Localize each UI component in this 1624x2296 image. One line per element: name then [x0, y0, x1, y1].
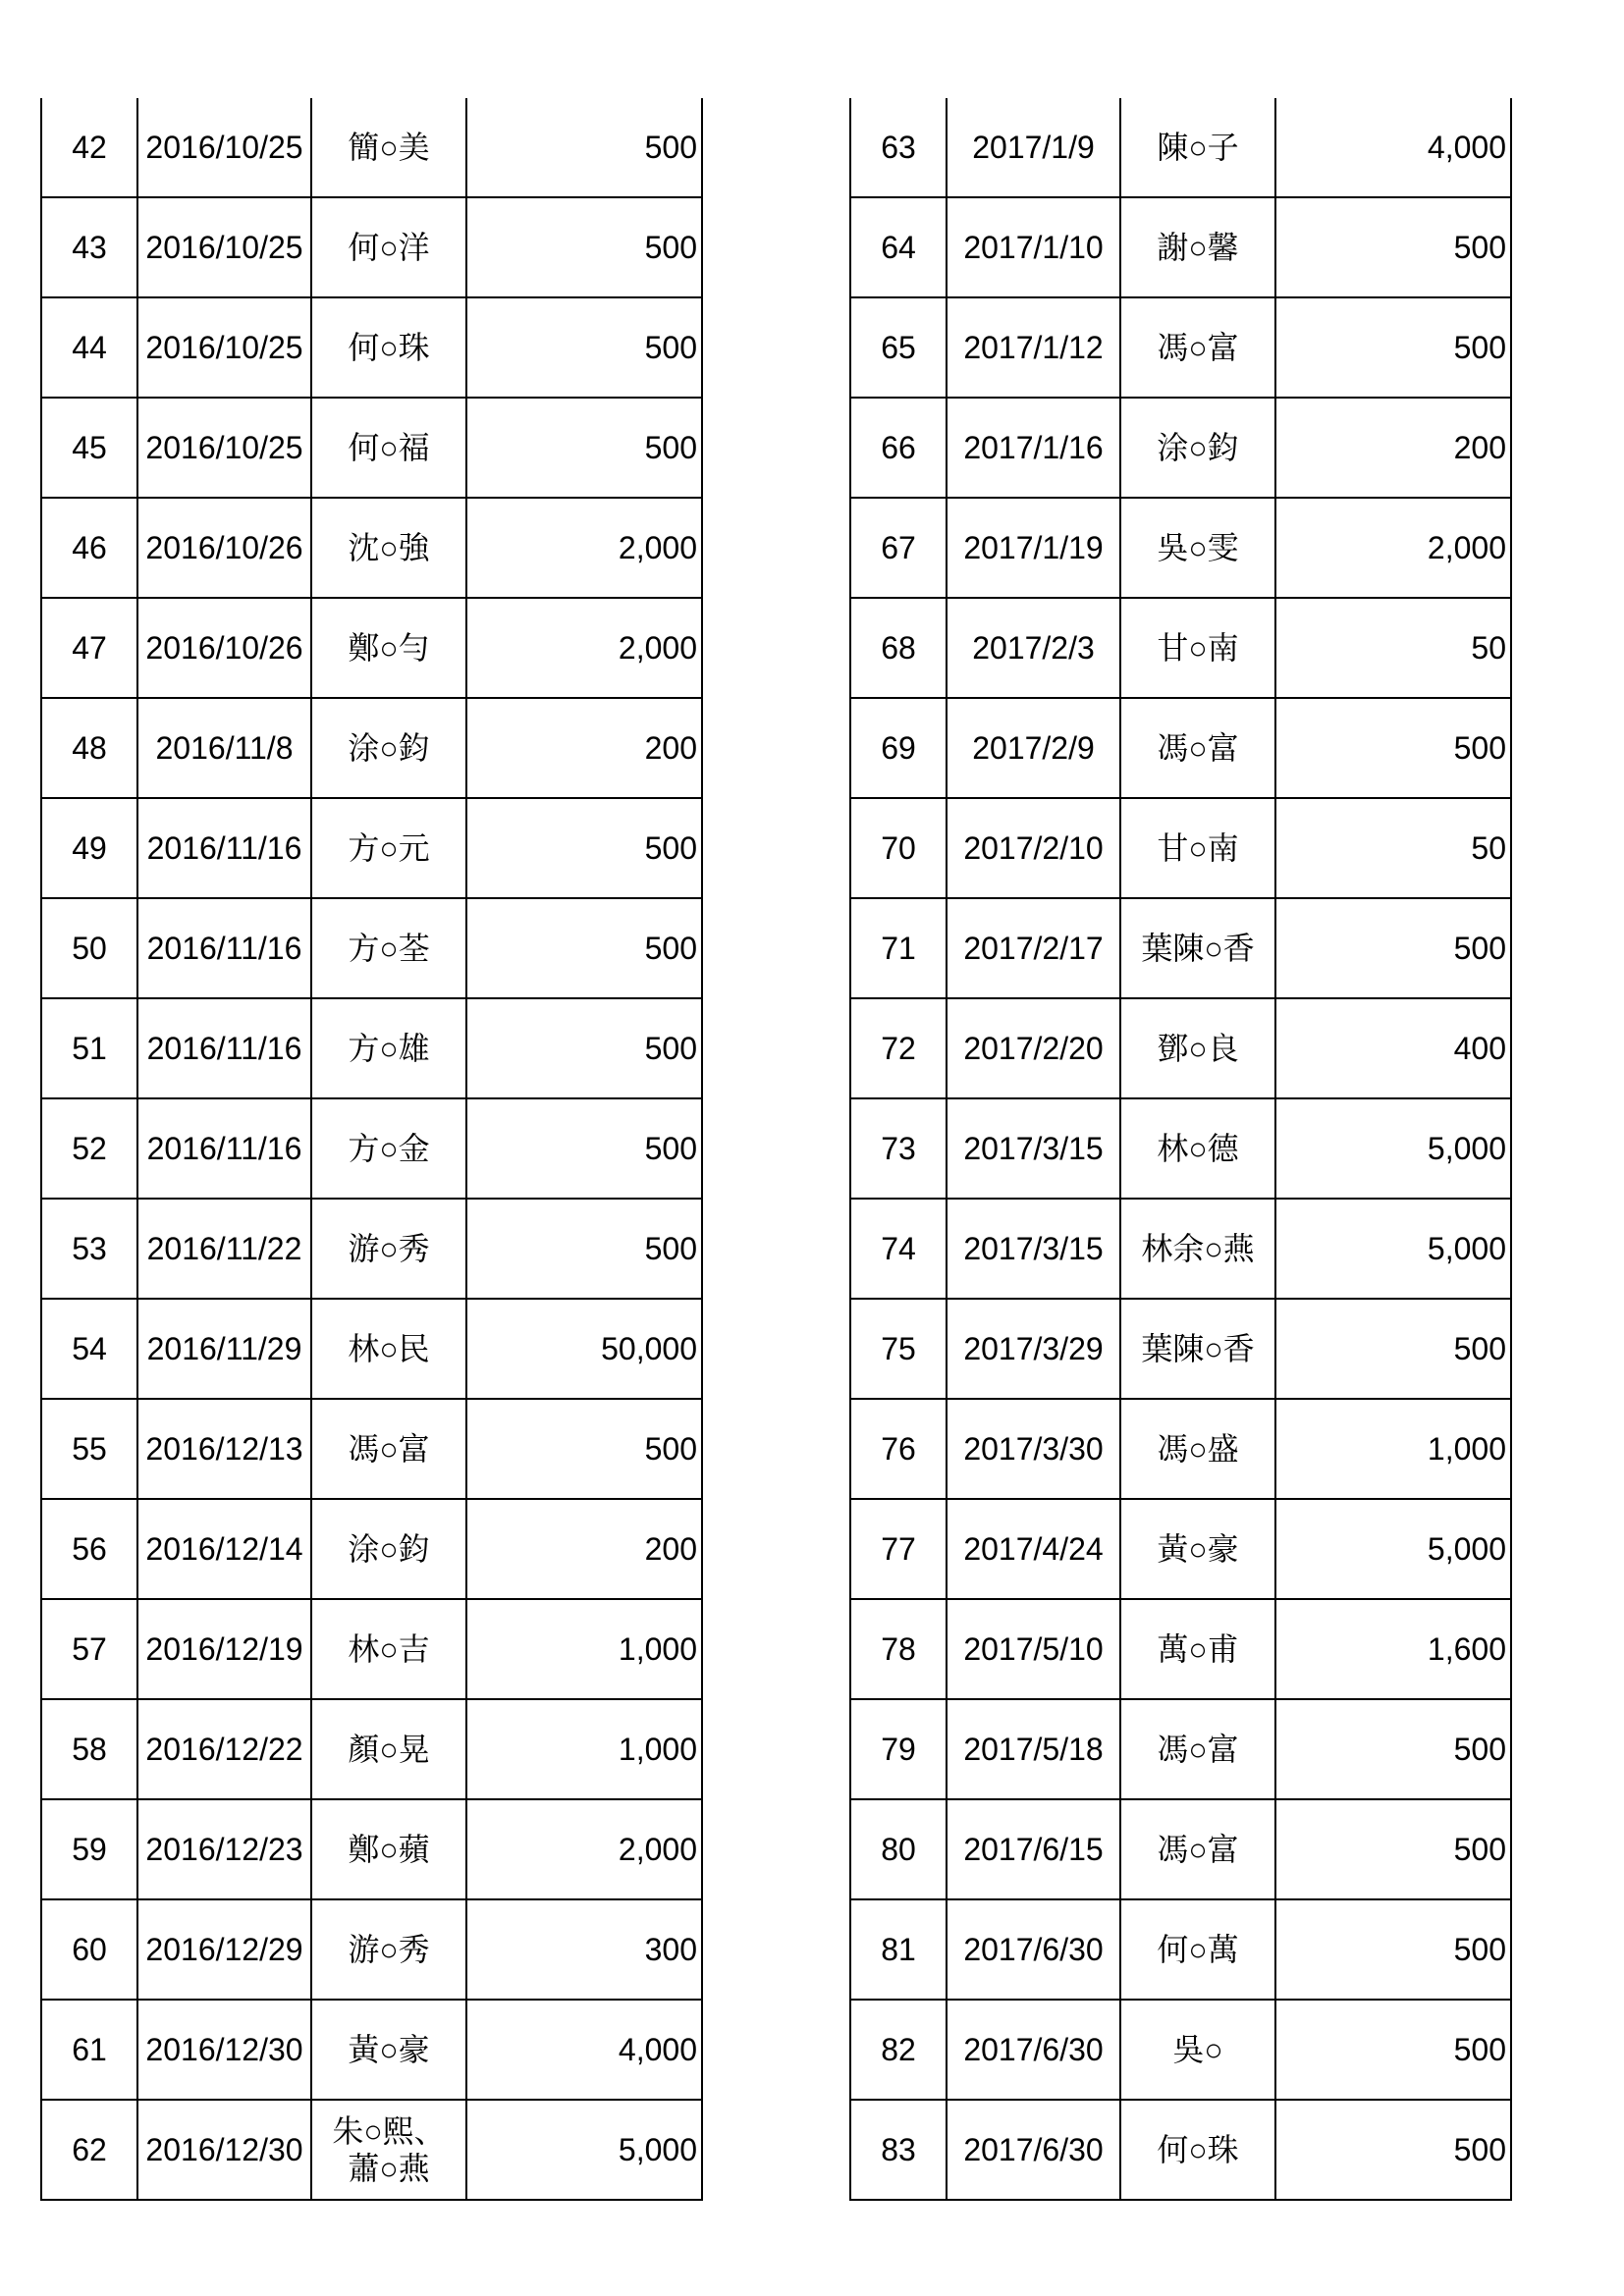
- donation-date: 2016/10/25: [137, 197, 311, 297]
- row-number: 76: [850, 1399, 947, 1499]
- row-number: 83: [850, 2100, 947, 2200]
- donation-date: 2016/12/14: [137, 1499, 311, 1599]
- donation-date: 2017/2/9: [947, 698, 1120, 798]
- donation-date: 2016/10/26: [137, 598, 311, 698]
- donation-amount: 1,000: [466, 1699, 702, 1799]
- donation-amount: 500: [466, 798, 702, 898]
- table-row: [850, 1899, 1511, 2000]
- donation-date: 2016/12/30: [137, 2100, 311, 2200]
- table-row: [41, 2000, 702, 2100]
- donation-amount: 500: [466, 1199, 702, 1299]
- row-number: 73: [850, 1098, 947, 1199]
- table-row: [41, 398, 702, 498]
- donation-amount: 500: [1275, 1699, 1511, 1799]
- donation-amount: 500: [1275, 2100, 1511, 2200]
- donation-date: 2016/12/22: [137, 1699, 311, 1799]
- row-number: 47: [41, 598, 137, 698]
- donation-date: 2016/11/29: [137, 1299, 311, 1399]
- donation-amount: 2,000: [466, 498, 702, 598]
- table-row: [41, 798, 702, 898]
- table-row: [850, 1299, 1511, 1399]
- donation-amount: 5,000: [466, 2100, 702, 2200]
- donation-amount: 500: [1275, 1899, 1511, 2000]
- donation-date: 2017/2/20: [947, 998, 1120, 1098]
- donation-date: 2017/5/18: [947, 1699, 1120, 1799]
- table-row: [850, 798, 1511, 898]
- row-number: 61: [41, 2000, 137, 2100]
- donation-amount: 5,000: [1275, 1499, 1511, 1599]
- row-number: 66: [850, 398, 947, 498]
- table-row: [41, 698, 702, 798]
- donation-date: 2016/11/22: [137, 1199, 311, 1299]
- row-number: 62: [41, 2100, 137, 2200]
- table-row: [41, 898, 702, 998]
- table-row: [850, 297, 1511, 398]
- table-row: [41, 1799, 702, 1899]
- donation-date: 2017/6/30: [947, 2100, 1120, 2200]
- table-row: [850, 1098, 1511, 1199]
- donation-date: 2017/3/15: [947, 1098, 1120, 1199]
- donation-amount: 4,000: [466, 2000, 702, 2100]
- donor-name: 林○吉: [311, 1599, 466, 1699]
- donation-date: 2017/2/17: [947, 898, 1120, 998]
- table-row: [850, 1499, 1511, 1599]
- donor-name: 何○萬: [1120, 1899, 1275, 2000]
- table-row: [850, 2000, 1511, 2100]
- donation-amount: 500: [466, 1399, 702, 1499]
- row-number: 74: [850, 1199, 947, 1299]
- table-row: [850, 1199, 1511, 1299]
- donation-date: 2016/12/19: [137, 1599, 311, 1699]
- donor-name: 游○秀: [311, 1899, 466, 2000]
- donation-amount: 500: [466, 197, 702, 297]
- table-row: [41, 1299, 702, 1399]
- donation-date: 2016/12/23: [137, 1799, 311, 1899]
- row-number: 77: [850, 1499, 947, 1599]
- row-number: 42: [41, 98, 137, 197]
- donation-amount: 500: [1275, 898, 1511, 998]
- row-number: 46: [41, 498, 137, 598]
- table-row: [41, 598, 702, 698]
- donor-name: 吳○: [1120, 2000, 1275, 2100]
- table-row: [41, 498, 702, 598]
- donation-amount: 500: [1275, 698, 1511, 798]
- table-row: [41, 998, 702, 1098]
- donor-name: 鄭○勻: [311, 598, 466, 698]
- donation-date: 2017/1/9: [947, 98, 1120, 197]
- donation-amount: 1,000: [466, 1599, 702, 1699]
- donation-amount: 500: [466, 998, 702, 1098]
- donation-date: 2016/10/25: [137, 398, 311, 498]
- donor-name: 涂○鈞: [311, 698, 466, 798]
- donation-amount: 1,000: [1275, 1399, 1511, 1499]
- donor-name: 涂○鈞: [1120, 398, 1275, 498]
- donation-amount: 500: [466, 297, 702, 398]
- row-number: 60: [41, 1899, 137, 2000]
- donation-amount: 1,600: [1275, 1599, 1511, 1699]
- table-row: [41, 98, 702, 197]
- row-number: 67: [850, 498, 947, 598]
- donation-amount: 5,000: [1275, 1199, 1511, 1299]
- donor-name: 何○珠: [311, 297, 466, 398]
- table-row: [41, 1098, 702, 1199]
- donation-date: 2017/5/10: [947, 1599, 1120, 1699]
- donation-date: 2017/4/24: [947, 1499, 1120, 1599]
- donation-amount: 50: [1275, 798, 1511, 898]
- donor-name: 黃○豪: [1120, 1499, 1275, 1599]
- donation-table-right: [849, 98, 1512, 2201]
- table-row: [850, 598, 1511, 698]
- donation-amount: 50: [1275, 598, 1511, 698]
- donation-date: 2016/12/30: [137, 2000, 311, 2100]
- donor-name: 方○金: [311, 1098, 466, 1199]
- donation-table-left: [40, 98, 703, 2201]
- donation-amount: 500: [466, 898, 702, 998]
- donor-name: 沈○強: [311, 498, 466, 598]
- donation-date: 2016/10/26: [137, 498, 311, 598]
- row-number: 64: [850, 197, 947, 297]
- donor-name: 馮○富: [1120, 297, 1275, 398]
- table-body: [850, 98, 1511, 2200]
- row-number: 59: [41, 1799, 137, 1899]
- donation-amount: 500: [466, 98, 702, 197]
- table-row: [41, 1699, 702, 1799]
- donor-name: 甘○南: [1120, 798, 1275, 898]
- donation-amount: 2,000: [466, 1799, 702, 1899]
- donor-name: 馮○富: [1120, 1799, 1275, 1899]
- donor-name: 吳○雯: [1120, 498, 1275, 598]
- donor-name: 簡○美: [311, 98, 466, 197]
- donation-date: 2017/6/30: [947, 1899, 1120, 2000]
- row-number: 82: [850, 2000, 947, 2100]
- donor-name: 萬○甫: [1120, 1599, 1275, 1699]
- donation-date: 2016/11/16: [137, 1098, 311, 1199]
- row-number: 49: [41, 798, 137, 898]
- table-row: [850, 1799, 1511, 1899]
- table-row: [41, 297, 702, 398]
- donor-name: 方○荃: [311, 898, 466, 998]
- donor-name: 鄭○蘋: [311, 1799, 466, 1899]
- donation-amount: 500: [1275, 197, 1511, 297]
- row-number: 69: [850, 698, 947, 798]
- row-number: 52: [41, 1098, 137, 1199]
- table-row: [850, 197, 1511, 297]
- donation-date: 2016/10/25: [137, 297, 311, 398]
- table-row: [41, 1599, 702, 1699]
- row-number: 78: [850, 1599, 947, 1699]
- donation-date: 2016/12/13: [137, 1399, 311, 1499]
- donation-date: 2017/1/16: [947, 398, 1120, 498]
- table-row: [41, 1499, 702, 1599]
- row-number: 71: [850, 898, 947, 998]
- donor-name: 涂○鈞: [311, 1499, 466, 1599]
- row-number: 57: [41, 1599, 137, 1699]
- table-body: [41, 98, 702, 2200]
- donor-name: 黃○豪: [311, 2000, 466, 2100]
- donor-name: 朱○熙、 蕭○燕: [311, 2100, 466, 2200]
- table-row: [850, 698, 1511, 798]
- row-number: 80: [850, 1799, 947, 1899]
- row-number: 81: [850, 1899, 947, 2000]
- donor-name: 林○德: [1120, 1098, 1275, 1199]
- row-number: 51: [41, 998, 137, 1098]
- table-row: [850, 1599, 1511, 1699]
- donor-name: 葉陳○香: [1120, 1299, 1275, 1399]
- row-number: 58: [41, 1699, 137, 1799]
- donation-date: 2016/11/16: [137, 798, 311, 898]
- donor-name: 謝○馨: [1120, 197, 1275, 297]
- donor-name: 何○珠: [1120, 2100, 1275, 2200]
- row-number: 63: [850, 98, 947, 197]
- row-number: 65: [850, 297, 947, 398]
- donor-name: 何○福: [311, 398, 466, 498]
- table-row: [850, 2100, 1511, 2200]
- table-row: [850, 498, 1511, 598]
- donation-amount: 500: [1275, 297, 1511, 398]
- donation-amount: 400: [1275, 998, 1511, 1098]
- row-number: 48: [41, 698, 137, 798]
- donor-name: 陳○子: [1120, 98, 1275, 197]
- donation-date: 2017/6/15: [947, 1799, 1120, 1899]
- table-row: [850, 1699, 1511, 1799]
- donation-amount: 500: [1275, 1799, 1511, 1899]
- donation-amount: 200: [466, 698, 702, 798]
- donation-date: 2017/1/19: [947, 498, 1120, 598]
- donation-date: 2017/1/12: [947, 297, 1120, 398]
- row-number: 55: [41, 1399, 137, 1499]
- row-number: 54: [41, 1299, 137, 1399]
- row-number: 79: [850, 1699, 947, 1799]
- donation-amount: 500: [1275, 2000, 1511, 2100]
- table-row: [41, 1899, 702, 2000]
- donor-name: 馮○富: [311, 1399, 466, 1499]
- donation-amount: 4,000: [1275, 98, 1511, 197]
- donation-amount: 500: [466, 398, 702, 498]
- donor-name: 馮○富: [1120, 698, 1275, 798]
- table-row: [850, 1399, 1511, 1499]
- donor-name: 何○洋: [311, 197, 466, 297]
- table-row: [41, 1399, 702, 1499]
- donor-name: 甘○南: [1120, 598, 1275, 698]
- table-row: [41, 197, 702, 297]
- donor-name: 鄧○良: [1120, 998, 1275, 1098]
- donor-name: 馮○富: [1120, 1699, 1275, 1799]
- donation-amount: 50,000: [466, 1299, 702, 1399]
- donation-amount: 5,000: [1275, 1098, 1511, 1199]
- row-number: 53: [41, 1199, 137, 1299]
- donation-date: 2017/2/3: [947, 598, 1120, 698]
- donation-amount: 500: [466, 1098, 702, 1199]
- donation-amount: 2,000: [1275, 498, 1511, 598]
- donation-date: 2017/6/30: [947, 2000, 1120, 2100]
- donor-name: 方○雄: [311, 998, 466, 1098]
- row-number: 44: [41, 297, 137, 398]
- table-row: [850, 398, 1511, 498]
- table-row: [850, 98, 1511, 197]
- donation-date: 2016/11/8: [137, 698, 311, 798]
- donor-name: 馮○盛: [1120, 1399, 1275, 1499]
- donation-date: 2017/3/15: [947, 1199, 1120, 1299]
- donation-date: 2017/2/10: [947, 798, 1120, 898]
- donor-name: 葉陳○香: [1120, 898, 1275, 998]
- donation-amount: 200: [466, 1499, 702, 1599]
- table-row: [850, 998, 1511, 1098]
- donation-date: 2017/1/10: [947, 197, 1120, 297]
- row-number: 75: [850, 1299, 947, 1399]
- row-number: 43: [41, 197, 137, 297]
- row-number: 56: [41, 1499, 137, 1599]
- donation-amount: 300: [466, 1899, 702, 2000]
- table-row: [41, 2100, 702, 2200]
- donation-amount: 500: [1275, 1299, 1511, 1399]
- row-number: 70: [850, 798, 947, 898]
- donation-date: 2016/11/16: [137, 998, 311, 1098]
- donation-date: 2017/3/30: [947, 1399, 1120, 1499]
- donor-name: 林○民: [311, 1299, 466, 1399]
- table-row: [850, 898, 1511, 998]
- donor-name: 顏○晃: [311, 1699, 466, 1799]
- donation-date: 2016/12/29: [137, 1899, 311, 2000]
- row-number: 50: [41, 898, 137, 998]
- donor-name: 林余○燕: [1120, 1199, 1275, 1299]
- row-number: 72: [850, 998, 947, 1098]
- donation-date: 2017/3/29: [947, 1299, 1120, 1399]
- donor-name: 游○秀: [311, 1199, 466, 1299]
- donation-amount: 200: [1275, 398, 1511, 498]
- row-number: 68: [850, 598, 947, 698]
- donor-name: 方○元: [311, 798, 466, 898]
- donation-date: 2016/11/16: [137, 898, 311, 998]
- donation-amount: 2,000: [466, 598, 702, 698]
- row-number: 45: [41, 398, 137, 498]
- donation-date: 2016/10/25: [137, 98, 311, 197]
- table-row: [41, 1199, 702, 1299]
